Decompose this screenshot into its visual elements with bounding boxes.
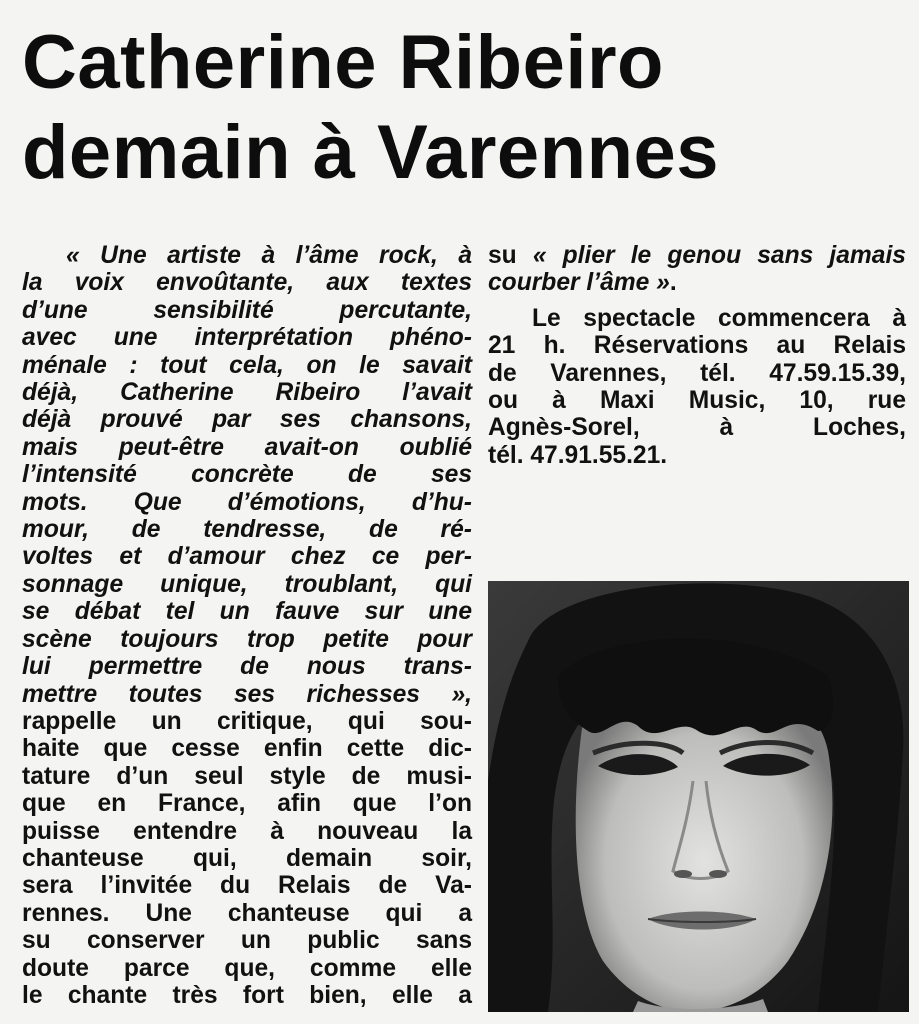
info-line: tél. 47.91.55.21. xyxy=(488,441,668,469)
article-line: déjà prouvé par ses chansons, xyxy=(22,406,472,434)
article-left-column xyxy=(22,242,472,1009)
article-line: ménale : tout cela, on le savait xyxy=(22,351,472,379)
info-line: Le spectacle commencera à xyxy=(532,304,906,332)
article-line: chanteuse qui, demain soir, xyxy=(22,844,472,872)
info-line: 21 h. Réservations au Relais xyxy=(488,332,906,360)
article-line: le chante très fort bien, elle a xyxy=(22,981,472,1009)
article-line: mais peut-être avait-on oublié xyxy=(22,433,472,461)
info-line: Agnès-Sorel, à Loches, xyxy=(488,414,906,442)
quote-text: « plier le genou sans jamais xyxy=(532,242,906,269)
article-line: l’intensité concrète de ses xyxy=(22,461,472,489)
article-line: d’une sensibilité percutante, xyxy=(22,296,472,324)
quote-suffix: . xyxy=(669,269,677,297)
article-line: sonnage unique, troublant, qui xyxy=(22,570,472,598)
info-line: ou à Maxi Music, 10, rue xyxy=(488,387,906,415)
article-line: déjà, Catherine Ribeiro l’avait xyxy=(22,379,472,407)
article-line: que en France, afin que l’on xyxy=(22,790,472,818)
article-line: voltes et d’amour chez ce per- xyxy=(22,543,472,571)
quote-text: courber l’âme » xyxy=(488,269,670,297)
article-line: haite que cesse enfin cette dic- xyxy=(22,735,472,763)
article-line: se débat tel un fauve sur une xyxy=(22,598,472,626)
article-line: lui permettre de nous trans- xyxy=(22,653,472,681)
quote-prefix: su xyxy=(488,242,533,269)
portrait-illustration xyxy=(488,581,909,1012)
article-line: scène toujours trop petite pour xyxy=(22,625,472,653)
article-line: « Une artiste à l’âme rock, à xyxy=(66,242,472,269)
quote-line-1 xyxy=(488,242,906,269)
article-line: avec une interprétation phéno- xyxy=(22,324,472,352)
article-line: su conserver un public sans xyxy=(22,927,472,955)
article-line: mots. Que d’émotions, d’hu- xyxy=(22,488,472,516)
info-line: de Varennes, tél. 47.59.15.39, xyxy=(488,359,906,387)
article-line: doute parce que, comme elle xyxy=(22,954,472,982)
article-line: tature d’un seul style de musi- xyxy=(22,762,472,790)
article-line: rappelle un critique, qui sou- xyxy=(22,707,472,735)
article-line: rennes. Une chanteuse qui a xyxy=(22,899,472,927)
headline-line-2: demain à Varennes xyxy=(22,110,720,195)
article-line: sera l’invitée du Relais de Va- xyxy=(22,872,472,900)
portrait-photo xyxy=(488,581,909,1012)
article-line: mour, de tendresse, de ré- xyxy=(22,516,472,544)
article-line: la voix envoûtante, aux textes xyxy=(22,269,472,297)
article-right-column xyxy=(488,242,906,469)
article-line: puisse entendre à nouveau la xyxy=(22,817,472,845)
headline xyxy=(22,18,902,198)
headline-line-1: Catherine Ribeiro xyxy=(22,20,664,105)
article-line: mettre toutes ses richesses », xyxy=(22,680,472,708)
quote-line-2 xyxy=(488,269,906,296)
